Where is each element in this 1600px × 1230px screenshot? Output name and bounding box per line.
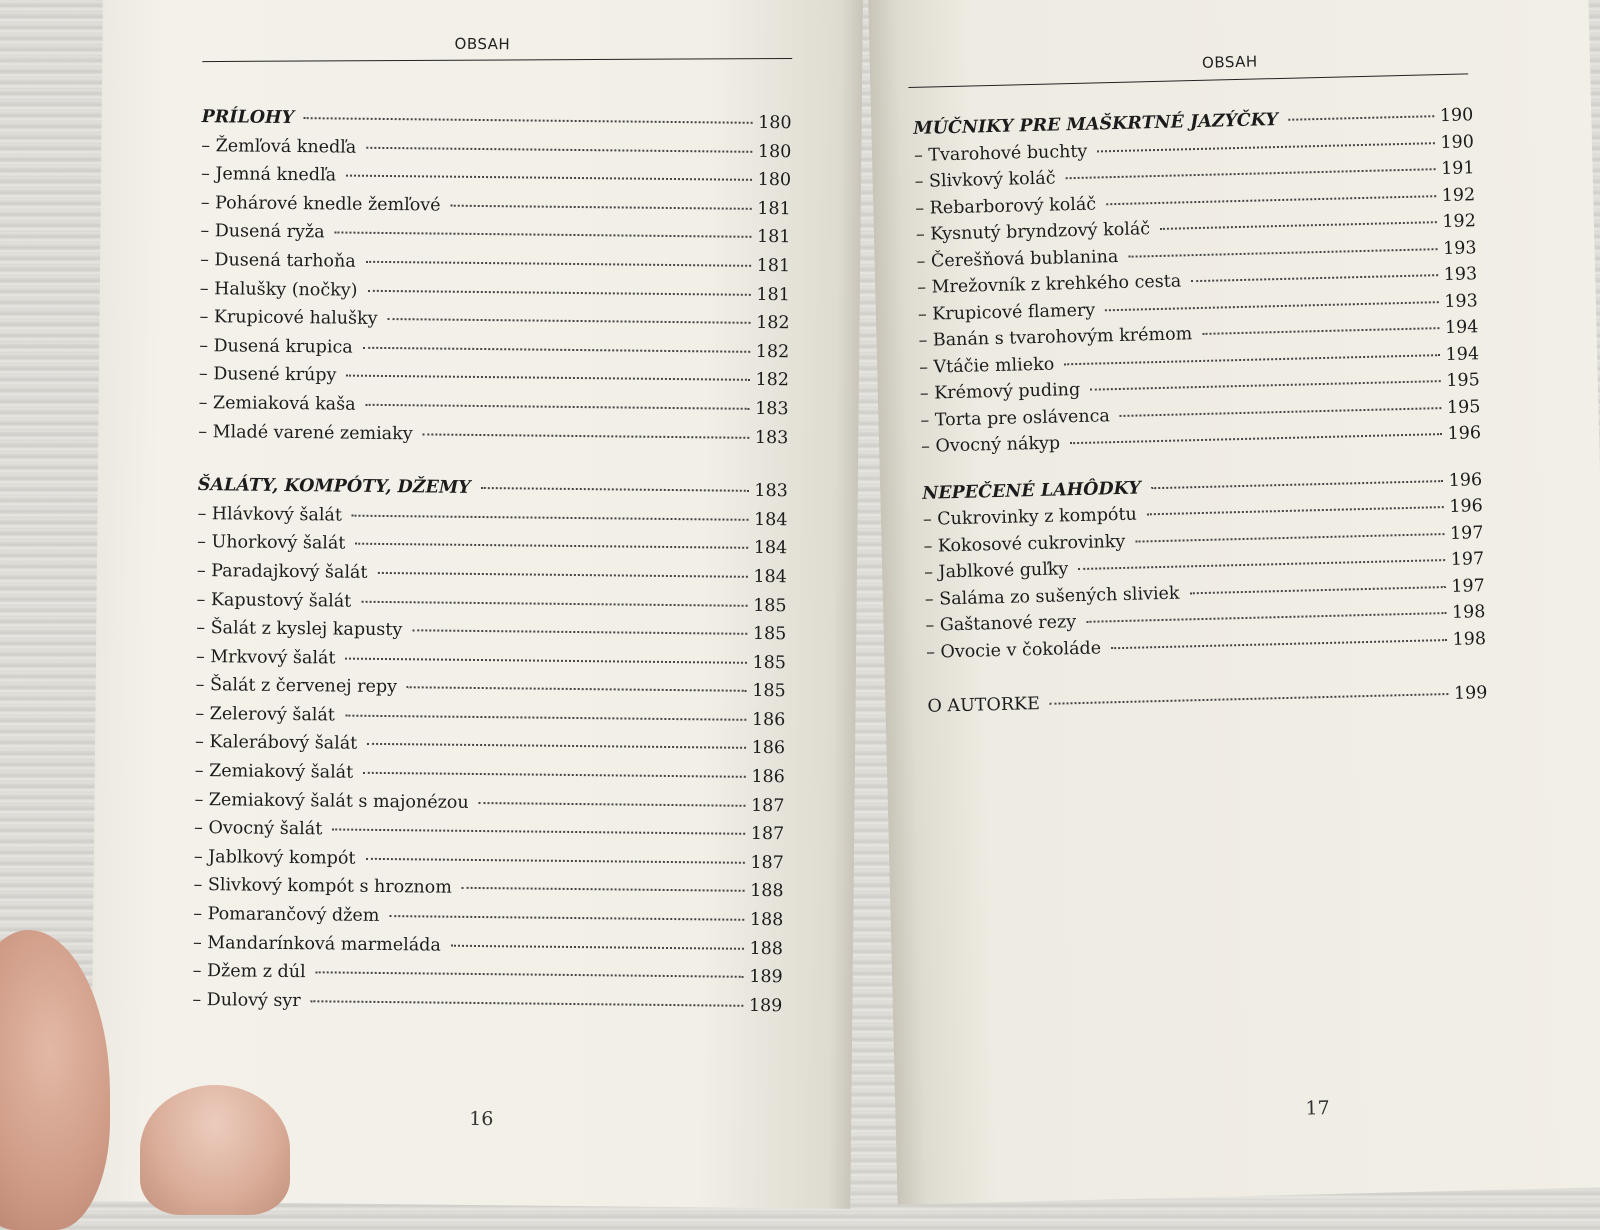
entry-page-number: 190 bbox=[1440, 131, 1475, 153]
dot-leader bbox=[451, 944, 744, 949]
right-page bbox=[868, 0, 1600, 1205]
entry-title: – Krupicové flamery bbox=[917, 300, 1096, 325]
dot-leader bbox=[365, 858, 744, 864]
dot-leader bbox=[412, 629, 747, 635]
entry-title: – Jablkový kompót bbox=[193, 846, 356, 869]
entry-page-number: 188 bbox=[750, 881, 784, 902]
dot-leader bbox=[1111, 639, 1447, 649]
dot-leader bbox=[366, 404, 750, 410]
entry-title: – Gaštanové rezy bbox=[925, 612, 1077, 636]
entry-title: – Krémový puding bbox=[919, 379, 1081, 404]
dot-leader bbox=[352, 514, 748, 520]
dot-leader bbox=[1064, 354, 1439, 365]
dot-leader bbox=[1097, 142, 1434, 152]
entry-page-number: 186 bbox=[751, 766, 785, 788]
dot-leader bbox=[346, 175, 752, 181]
dot-leader bbox=[388, 318, 751, 324]
dot-leader bbox=[481, 487, 749, 492]
entry-page-number: 193 bbox=[1443, 264, 1478, 286]
entry-title: – Mrkvový šalát bbox=[195, 646, 336, 669]
entry-title: – Krupicové halušky bbox=[199, 307, 378, 330]
dot-leader bbox=[1078, 559, 1444, 570]
entry-title: – Saláma zo sušených sliviek bbox=[924, 583, 1180, 610]
entry-page-number: 196 bbox=[1447, 423, 1482, 444]
entry-page-number: 182 bbox=[755, 341, 790, 362]
entry-title: – Dusené krúpy bbox=[198, 364, 337, 386]
dot-leader bbox=[304, 117, 752, 124]
toc-entry bbox=[192, 990, 782, 1025]
entry-page-number: 187 bbox=[750, 852, 784, 874]
dot-leader bbox=[1147, 506, 1444, 515]
entry-page-number: 186 bbox=[751, 738, 786, 759]
section-title: PRÍLOHY bbox=[201, 107, 295, 129]
dot-leader bbox=[1120, 407, 1441, 417]
entry-title: – Zemiakový šalát bbox=[194, 761, 354, 783]
dot-leader bbox=[462, 887, 744, 892]
dot-leader bbox=[479, 802, 745, 807]
section-title: O AUTORKE bbox=[927, 694, 1041, 717]
dot-leader bbox=[1191, 274, 1438, 282]
entry-page-number: 180 bbox=[758, 112, 792, 134]
dot-leader bbox=[1189, 586, 1445, 594]
entry-title: – Zelerový šalát bbox=[195, 703, 336, 726]
entry-title: – Kapustový šalát bbox=[196, 589, 352, 612]
entry-title: – Zemiakový šalát s majonézou bbox=[194, 789, 469, 813]
entry-title: – Ovocný nákyp bbox=[920, 433, 1061, 457]
entry-title: – Mandarínková marmeláda bbox=[192, 932, 441, 956]
entry-title: – Jablkové guľky bbox=[924, 559, 1069, 583]
dot-leader bbox=[316, 972, 744, 978]
entry-page-number: 199 bbox=[1453, 683, 1488, 704]
dot-leader bbox=[423, 433, 749, 438]
entry-page-number: 184 bbox=[753, 538, 788, 559]
entry-page-number: 187 bbox=[750, 824, 785, 845]
entry-title: – Ovocie v čokoláde bbox=[925, 638, 1102, 663]
entry-page-number: 194 bbox=[1444, 317, 1479, 338]
dot-leader bbox=[355, 543, 747, 549]
entry-title: – Mladé varené zemiaky bbox=[198, 421, 413, 444]
dot-leader bbox=[451, 204, 752, 209]
entry-page-number: 183 bbox=[754, 480, 788, 502]
section-title: NEPEČENÉ LAHÔDKY bbox=[922, 477, 1142, 504]
entry-page-number: 181 bbox=[756, 255, 791, 277]
entry-page-number: 190 bbox=[1439, 105, 1474, 127]
entry-title: – Slivkový kompót s hroznom bbox=[193, 875, 452, 899]
section-title: MÚČNIKY PRE MAŠKRTNÉ JAZÝČKY bbox=[913, 110, 1279, 139]
page-number: 17 bbox=[1305, 1097, 1330, 1120]
dot-leader bbox=[363, 772, 745, 778]
entry-page-number: 187 bbox=[750, 795, 785, 816]
entry-page-number: 186 bbox=[751, 709, 786, 731]
dot-leader bbox=[389, 915, 744, 921]
dot-leader bbox=[368, 289, 751, 295]
entry-title: – Čerešňová bublanina bbox=[916, 246, 1119, 272]
dot-leader bbox=[361, 600, 747, 606]
table-of-contents-right bbox=[913, 105, 1488, 723]
entry-title: – Tvarohové buchty bbox=[913, 141, 1088, 166]
entry-title: – Dusená ryža bbox=[200, 221, 325, 243]
header-rule bbox=[202, 58, 792, 62]
entry-title: – Kalerábový šalát bbox=[194, 732, 358, 755]
entry-page-number: 180 bbox=[757, 141, 792, 162]
entry-page-number: 183 bbox=[754, 427, 789, 448]
dot-leader bbox=[1135, 533, 1444, 543]
entry-title: – Hlávkový šalát bbox=[197, 503, 343, 526]
dot-leader bbox=[1151, 480, 1443, 489]
entry-page-number: 182 bbox=[755, 370, 790, 391]
entry-page-number: 193 bbox=[1442, 237, 1477, 259]
dot-leader bbox=[1070, 433, 1442, 444]
dot-leader bbox=[367, 743, 745, 749]
entry-page-number: 184 bbox=[753, 566, 787, 588]
dot-leader bbox=[332, 829, 744, 835]
entry-title: – Zemiaková kaša bbox=[198, 392, 356, 415]
dot-leader bbox=[377, 572, 747, 578]
entry-page-number: 198 bbox=[1452, 628, 1487, 650]
entry-title: – Mrežovník z krehkého cesta bbox=[917, 271, 1182, 298]
entry-page-number: 185 bbox=[753, 595, 787, 616]
running-head: OBSAH bbox=[1201, 52, 1258, 72]
entry-page-number: 185 bbox=[752, 652, 787, 673]
entry-page-number: 189 bbox=[748, 995, 783, 1017]
entry-title: – Slivkový koláč bbox=[914, 168, 1056, 192]
dot-leader bbox=[345, 714, 746, 720]
entry-page-number: 192 bbox=[1441, 184, 1476, 206]
entry-title: – Rebarborový koláč bbox=[915, 193, 1097, 219]
dot-leader bbox=[1065, 168, 1435, 179]
dot-leader bbox=[345, 657, 746, 663]
entry-title: – Džem z dúl bbox=[192, 961, 306, 983]
entry-page-number: 196 bbox=[1448, 469, 1483, 491]
entry-page-number: 185 bbox=[752, 623, 787, 645]
dot-leader bbox=[1106, 195, 1436, 205]
dot-leader bbox=[407, 687, 746, 693]
entry-title: – Dusená tarhoňa bbox=[200, 250, 356, 272]
dot-leader bbox=[1086, 612, 1446, 623]
entry-page-number: 192 bbox=[1442, 211, 1477, 233]
entry-page-number: 197 bbox=[1450, 549, 1485, 570]
entry-page-number: 182 bbox=[756, 313, 790, 334]
entry-title: – Dulový syr bbox=[192, 989, 301, 1011]
entry-page-number: 195 bbox=[1446, 370, 1480, 391]
dot-leader bbox=[335, 232, 751, 238]
entry-page-number: 197 bbox=[1449, 522, 1484, 544]
dot-leader bbox=[346, 375, 749, 381]
entry-title: – Dusená krupica bbox=[199, 335, 353, 358]
dot-leader bbox=[311, 1000, 743, 1007]
dot-leader bbox=[1105, 301, 1438, 311]
entry-title: – Kysnutý bryndzový koláč bbox=[915, 219, 1151, 245]
page-number: 16 bbox=[469, 1107, 494, 1131]
entry-title: – Banán s tvarohovým krémom bbox=[918, 324, 1193, 351]
entry-page-number: 181 bbox=[757, 198, 791, 220]
entry-title: – Cukrovinky z kompótu bbox=[922, 504, 1138, 530]
entry-page-number: 181 bbox=[756, 227, 791, 248]
entry-title: – Jemná knedľa bbox=[200, 164, 337, 186]
entry-page-number: 189 bbox=[749, 967, 783, 988]
entry-title: – Uhorkový šalát bbox=[197, 532, 346, 554]
dot-leader bbox=[1050, 693, 1448, 705]
entry-title: – Kokosové cukrovinky bbox=[923, 531, 1126, 557]
dot-leader bbox=[1160, 221, 1436, 230]
entry-page-number: 196 bbox=[1449, 496, 1484, 517]
entry-title: – Pohárové knedle žemľové bbox=[200, 192, 441, 216]
dot-leader bbox=[366, 261, 751, 267]
table-of-contents-left bbox=[192, 107, 792, 1025]
entry-page-number: 180 bbox=[757, 170, 792, 191]
entry-page-number: 197 bbox=[1451, 575, 1485, 597]
dot-leader bbox=[1090, 380, 1440, 391]
entry-title: – Vtáčie mlieko bbox=[918, 354, 1055, 378]
entry-page-number: 193 bbox=[1444, 290, 1479, 312]
dot-leader bbox=[1288, 115, 1434, 121]
entry-page-number: 188 bbox=[749, 909, 784, 931]
entry-title: – Žemľová knedľa bbox=[201, 135, 357, 158]
entry-page-number: 191 bbox=[1440, 158, 1475, 180]
entry-page-number: 195 bbox=[1446, 396, 1481, 418]
entry-title: – Šalát z červenej repy bbox=[195, 675, 398, 698]
entry-title: – Paradajkový šalát bbox=[196, 560, 368, 583]
running-head: OBSAH bbox=[454, 34, 511, 54]
entry-title: – Ovocný šalát bbox=[194, 818, 323, 840]
entry-page-number: 198 bbox=[1451, 602, 1486, 623]
dot-leader bbox=[1202, 327, 1439, 335]
entry-page-number: 184 bbox=[753, 509, 788, 530]
entry-title: – Pomarančový džem bbox=[193, 904, 380, 926]
thumb-holding-book bbox=[140, 1085, 290, 1215]
entry-title: – Halušky (nočky) bbox=[199, 278, 358, 301]
entry-title: – Šalát z kyslej kapusty bbox=[196, 618, 403, 641]
entry-page-number: 183 bbox=[755, 398, 789, 420]
dot-leader bbox=[1128, 248, 1437, 258]
dot-leader bbox=[363, 347, 750, 353]
entry-page-number: 194 bbox=[1445, 343, 1480, 365]
entry-title: – Torta pre oslávenca bbox=[920, 405, 1111, 431]
entry-page-number: 181 bbox=[756, 284, 790, 305]
dot-leader bbox=[366, 146, 752, 152]
entry-page-number: 188 bbox=[749, 938, 784, 959]
section-title: ŠALÁTY, KOMPÓTY, DŽEMY bbox=[197, 475, 471, 499]
left-page bbox=[90, 0, 863, 1209]
entry-page-number: 185 bbox=[752, 681, 786, 702]
